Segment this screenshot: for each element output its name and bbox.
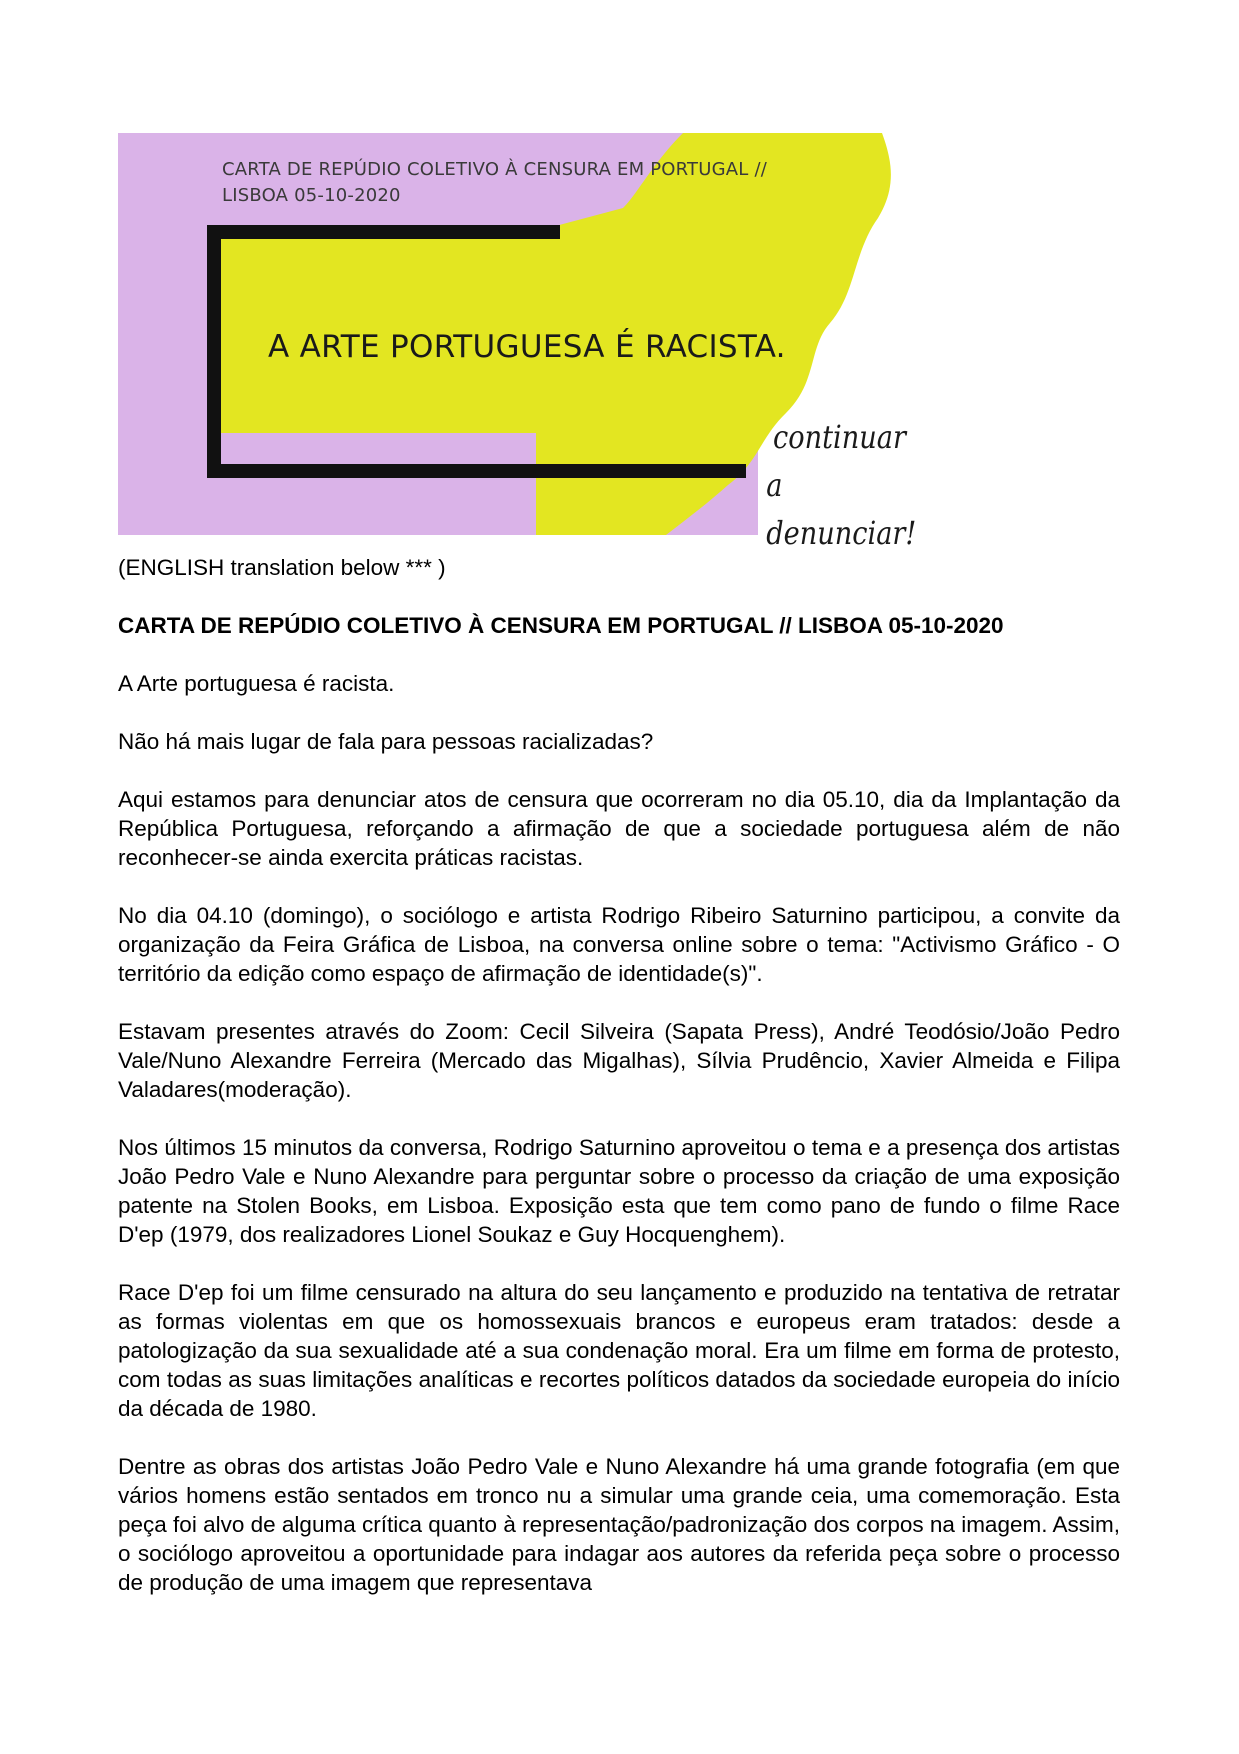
paragraph: Dentre as obras dos artistas João Pedro Vale e Nuno Alexandre há uma grande fotografia (em que vários homens estão sentados em tronco nu a simular uma grande ceia, uma comemoração. Esta peça foi alvo de alguma crítica quanto à representação/padronização dos corpos na imagem. Assim, o sociólogo aproveitou a oportunidade para indagar aos autores da referida peça sobre o processo de produção de uma imagem que representava [118, 1454, 1120, 1595]
banner-slogan-line2: a denunciar! [766, 466, 917, 552]
banner-heading-line1: CARTA DE REPÚDIO COLETIVO À CENSURA EM PORTUGAL // [222, 159, 767, 180]
letter-body [118, 553, 1120, 1626]
letter-heading: CARTA DE REPÚDIO COLETIVO À CENSURA EM PORTUGAL // LISBOA 05-10-2020 [118, 613, 1004, 638]
paragraph: Nos últimos 15 minutos da conversa, Rodrigo Saturnino aproveitou o tema e a presença dos artistas João Pedro Vale e Nuno Alexandre para perguntar sobre o processo da criação de uma exposição patente na Stolen Books, em Lisboa. Exposição esta que tem como pano de fundo o filme Race D'ep (1979, dos realizadores Lionel Soukaz e Guy Hocquenghem). [118, 1135, 1120, 1247]
banner-slogan-line1: continuar [773, 418, 907, 456]
paragraph: Aqui estamos para denunciar atos de censura que ocorreram no dia 05.10, dia da Implantação da República Portuguesa, reforçando a afirmação de que a sociedade portuguesa além de não reconhecer-se ainda exercita práticas racistas. [118, 787, 1120, 870]
banner-slogan [766, 413, 923, 557]
campaign-banner [118, 133, 950, 552]
paragraph: Race D'ep foi um filme censurado na altura do seu lançamento e produzido na tentativa de retratar as formas violentas em que os homossexuais brancos e europeus eram tratados: desde a patologização da sua sexualidade até a sua condenação moral. Era um filme em forma de protesto, com todas as suas limitações analíticas e recortes políticos datados da sociedade europeia do início da década de 1980. [118, 1280, 1120, 1421]
banner-title: A ARTE PORTUGUESA É RACISTA. [268, 329, 786, 365]
banner-heading-line2: LISBOA 05-10-2020 [222, 185, 401, 206]
paragraph: A Arte portuguesa é racista. [118, 671, 395, 696]
paragraph: No dia 04.10 (domingo), o sociólogo e artista Rodrigo Ribeiro Saturnino participou, a convite da organização da Feira Gráfica de Lisboa, na conversa online sobre o tema: "Activismo Gráfico - O território da edição como espaço de afirmação de identidade(s)". [118, 903, 1120, 986]
translation-note: (ENGLISH translation below *** ) [118, 555, 446, 580]
paragraph: Não há mais lugar de fala para pessoas racializadas? [118, 729, 654, 754]
banner-heading [222, 157, 767, 209]
paragraph: Estavam presentes através do Zoom: Cecil Silveira (Sapata Press), André Teodósio/João Pedro Vale/Nuno Alexandre Ferreira (Mercado das Migalhas), Sílvia Prudêncio, Xavier Almeida e Filipa Valadares(moderação). [118, 1019, 1120, 1102]
